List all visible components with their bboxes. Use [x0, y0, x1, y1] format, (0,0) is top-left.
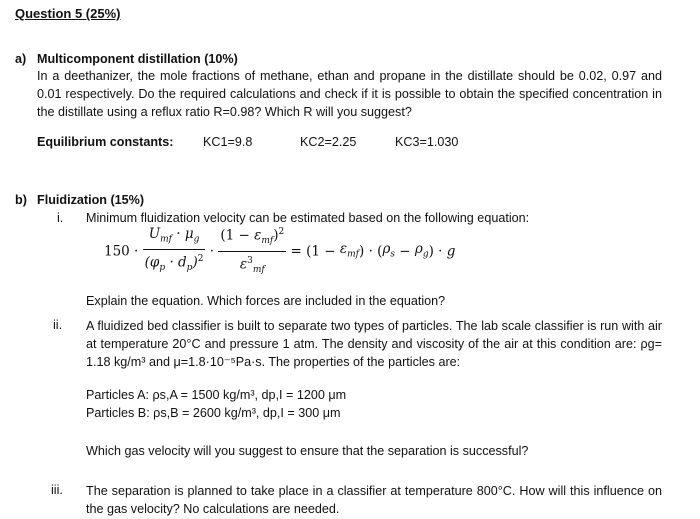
part-a-label: a): [15, 52, 27, 66]
item-i-explain: Explain the equation. Which forces are included in the equation?: [86, 294, 446, 308]
equilibrium-label: Equilibrium constants:: [37, 135, 174, 149]
item-ii-numeral: ii.: [53, 318, 63, 332]
item-ii-text: A fluidized bed classifier is built to separate two types of particles. The lab scale classifier is run with air at temperature 20°C and pressure 1 atm. The density and viscosity of the air at this condition are: ρg= 1.18 kg/m³ and μ=1.8·10⁻⁵Pa·s. The properties of the particles are:: [86, 319, 662, 369]
particles-b: Particles B: ρs,B = 2600 kg/m³, dp,I = 300 μm: [86, 406, 341, 420]
question-title: Question 5 (25%): [15, 6, 121, 21]
equilibrium-k2: KC2=2.25: [300, 135, 357, 149]
item-iii-text: The separation is planned to take place in a classifier at temperature 800°C. How will this influence on the gas velocity? No calculations are needed.: [86, 484, 662, 516]
part-b-heading: Fluidization (15%): [37, 193, 145, 207]
part-a-heading: Multicomponent distillation (10%): [37, 52, 238, 66]
part-b-label: b): [15, 193, 27, 207]
item-i-numeral: i.: [57, 211, 64, 225]
item-i-text: Minimum fluidization velocity can be estimated based on the following equation:: [86, 211, 530, 225]
fluidization-equation: 150 · $\frac{U_{mf} \cdot \mu_g}{(\varphi_p \cdot d_p)^2}$ · $\frac{(1 - \varepsilon_{mf})^2}{\varepsilon^3_{mf}}$ = $(1 - \varepsilon_{mf}) \cdot (\rho_s - \rho_g) \cdot g$: [104, 223, 455, 280]
equilibrium-k3: KC3=1.030: [395, 135, 459, 149]
equilibrium-k1: KC1=9.8: [203, 135, 253, 149]
item-ii-question: Which gas velocity will you suggest to ensure that the separation is successful?: [86, 444, 529, 458]
item-iii-numeral: iii.: [51, 483, 63, 497]
part-a-text: In a deethanizer, the mole fractions of methane, ethan and propane in the distillate should be 0.02, 0.97 and 0.01 respectively. Do the required calculations and check if it is possible to obtain the specified concentration in the distillate using a reflux ratio R=0.98? Which R will you suggest?: [37, 69, 662, 119]
particles-a: Particles A: ρs,A = 1500 kg/m³, dp,I = 1200 μm: [86, 388, 347, 402]
